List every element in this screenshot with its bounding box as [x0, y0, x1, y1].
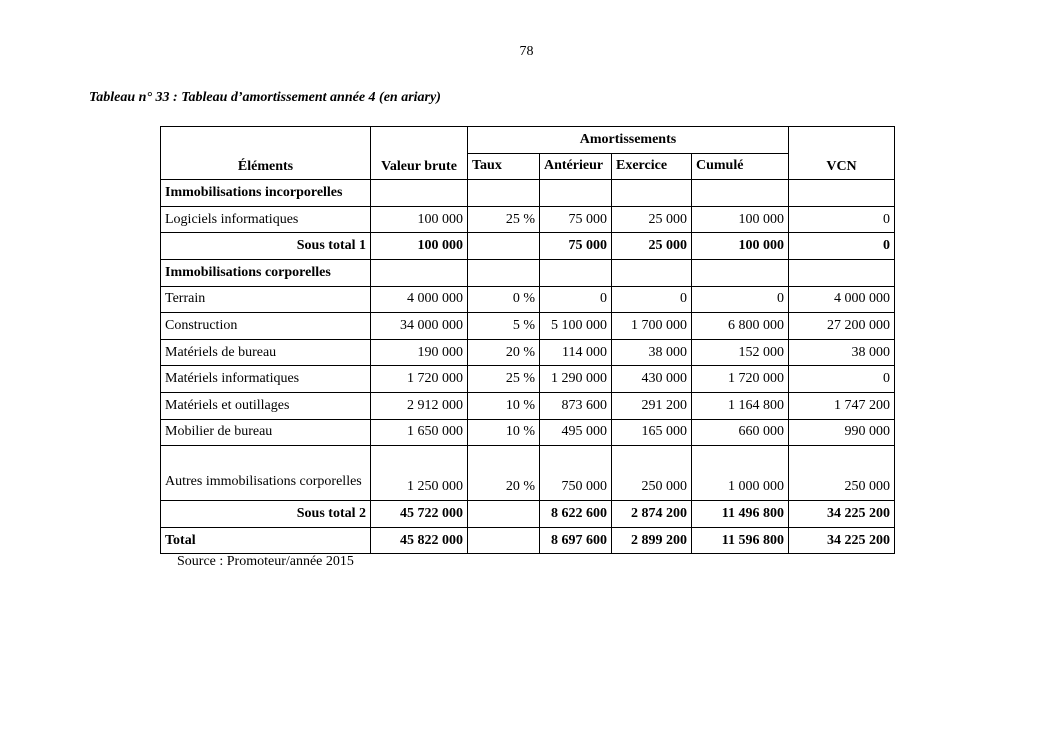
cell-element: Mobilier de bureau: [161, 419, 371, 446]
cell-vcn: 0: [789, 206, 895, 233]
cell-vcn: 0: [789, 233, 895, 260]
empty-cell: [692, 180, 789, 207]
header-exercice: Exercice: [612, 153, 692, 180]
cell-anterieur: 8 697 600: [540, 527, 612, 554]
empty-cell: [789, 259, 895, 286]
cell-valeur-brute: 100 000: [371, 233, 468, 260]
empty-cell: [692, 259, 789, 286]
empty-cell: [468, 259, 540, 286]
cell-cumule: 1 000 000: [692, 446, 789, 501]
cell-anterieur: 75 000: [540, 233, 612, 260]
cell-cumule: 0: [692, 286, 789, 313]
cell-vcn: 1 747 200: [789, 392, 895, 419]
cell-taux: 25 %: [468, 206, 540, 233]
cell-valeur-brute: 190 000: [371, 339, 468, 366]
empty-cell: [612, 259, 692, 286]
cell-exercice: 165 000: [612, 419, 692, 446]
cell-vcn: 4 000 000: [789, 286, 895, 313]
cell-anterieur: 495 000: [540, 419, 612, 446]
cell-cumule: 6 800 000: [692, 313, 789, 340]
cell-element: Logiciels informatiques: [161, 206, 371, 233]
cell-taux: [468, 501, 540, 528]
table-row: [161, 419, 895, 446]
subtotal-row: [161, 501, 895, 528]
cell-cumule: 1 720 000: [692, 366, 789, 393]
empty-cell: [612, 180, 692, 207]
table-row: [161, 339, 895, 366]
subtotal-label: Sous total 1: [161, 233, 371, 260]
empty-cell: [540, 259, 612, 286]
header-vcn: VCN: [789, 127, 895, 180]
cell-exercice: 25 000: [612, 233, 692, 260]
section-title: Immobilisations incorporelles: [161, 180, 371, 207]
cell-taux: 20 %: [468, 339, 540, 366]
header-amortissements: Amortissements: [468, 127, 789, 154]
cell-exercice: 2 874 200: [612, 501, 692, 528]
cell-cumule: 100 000: [692, 206, 789, 233]
amortization-table: [160, 126, 895, 554]
header-cumule: Cumulé: [692, 153, 789, 180]
table-caption: Tableau n° 33 : Tableau d’amortissement année 4 (en ariary): [89, 90, 441, 105]
cell-vcn: 0: [789, 366, 895, 393]
empty-cell: [540, 180, 612, 207]
total-row: [161, 527, 895, 554]
cell-element: Matériels de bureau: [161, 339, 371, 366]
table-row: [161, 206, 895, 233]
cell-element: Matériels informatiques: [161, 366, 371, 393]
cell-anterieur: 8 622 600: [540, 501, 612, 528]
cell-cumule: 11 596 800: [692, 527, 789, 554]
cell-valeur-brute: 34 000 000: [371, 313, 468, 340]
cell-vcn: 38 000: [789, 339, 895, 366]
cell-taux: 20 %: [468, 446, 540, 501]
cell-element: Matériels et outillages: [161, 392, 371, 419]
total-label: Total: [161, 527, 371, 554]
cell-taux: 25 %: [468, 366, 540, 393]
cell-exercice: 38 000: [612, 339, 692, 366]
empty-cell: [371, 259, 468, 286]
cell-element: Construction: [161, 313, 371, 340]
cell-vcn: 250 000: [789, 446, 895, 501]
header-elements: Éléments: [161, 127, 371, 180]
cell-exercice: 430 000: [612, 366, 692, 393]
cell-cumule: 152 000: [692, 339, 789, 366]
section-title-row: [161, 180, 895, 207]
section-title: Immobilisations corporelles: [161, 259, 371, 286]
cell-anterieur: 75 000: [540, 206, 612, 233]
cell-cumule: 1 164 800: [692, 392, 789, 419]
subtotal-label: Sous total 2: [161, 501, 371, 528]
cell-valeur-brute: 1 650 000: [371, 419, 468, 446]
cell-vcn: 34 225 200: [789, 501, 895, 528]
cell-valeur-brute: 45 722 000: [371, 501, 468, 528]
table-row: [161, 286, 895, 313]
header-anterieur: Antérieur: [540, 153, 612, 180]
cell-exercice: 291 200: [612, 392, 692, 419]
cell-taux: 0 %: [468, 286, 540, 313]
header-row-1: [161, 127, 895, 154]
empty-cell: [789, 180, 895, 207]
cell-valeur-brute: 45 822 000: [371, 527, 468, 554]
cell-vcn: 34 225 200: [789, 527, 895, 554]
subtotal-row: [161, 233, 895, 260]
header-taux: Taux: [468, 153, 540, 180]
section-title-row: [161, 259, 895, 286]
table-row: [161, 392, 895, 419]
empty-cell: [468, 180, 540, 207]
cell-taux: [468, 527, 540, 554]
cell-valeur-brute: 1 720 000: [371, 366, 468, 393]
cell-cumule: 100 000: [692, 233, 789, 260]
cell-element: Terrain: [161, 286, 371, 313]
cell-anterieur: 873 600: [540, 392, 612, 419]
cell-anterieur: 750 000: [540, 446, 612, 501]
cell-anterieur: 5 100 000: [540, 313, 612, 340]
header-valeur-brute: Valeur brute: [371, 127, 468, 180]
cell-anterieur: 0: [540, 286, 612, 313]
cell-valeur-brute: 4 000 000: [371, 286, 468, 313]
cell-valeur-brute: 100 000: [371, 206, 468, 233]
cell-valeur-brute: 2 912 000: [371, 392, 468, 419]
cell-exercice: 250 000: [612, 446, 692, 501]
source-note: Source : Promoteur/année 2015: [177, 554, 354, 569]
cell-anterieur: 1 290 000: [540, 366, 612, 393]
cell-cumule: 660 000: [692, 419, 789, 446]
cell-taux: 10 %: [468, 419, 540, 446]
table-row: [161, 366, 895, 393]
cell-taux: 5 %: [468, 313, 540, 340]
empty-cell: [371, 180, 468, 207]
cell-anterieur: 114 000: [540, 339, 612, 366]
table-row: [161, 446, 895, 501]
cell-valeur-brute: 1 250 000: [371, 446, 468, 501]
cell-vcn: 990 000: [789, 419, 895, 446]
cell-vcn: 27 200 000: [789, 313, 895, 340]
table-row: [161, 313, 895, 340]
cell-exercice: 0: [612, 286, 692, 313]
cell-taux: 10 %: [468, 392, 540, 419]
cell-element: Autres immobilisations corporelles: [161, 446, 371, 501]
cell-exercice: 25 000: [612, 206, 692, 233]
page-number: 78: [519, 44, 534, 59]
cell-exercice: 2 899 200: [612, 527, 692, 554]
cell-exercice: 1 700 000: [612, 313, 692, 340]
cell-cumule: 11 496 800: [692, 501, 789, 528]
cell-taux: [468, 233, 540, 260]
